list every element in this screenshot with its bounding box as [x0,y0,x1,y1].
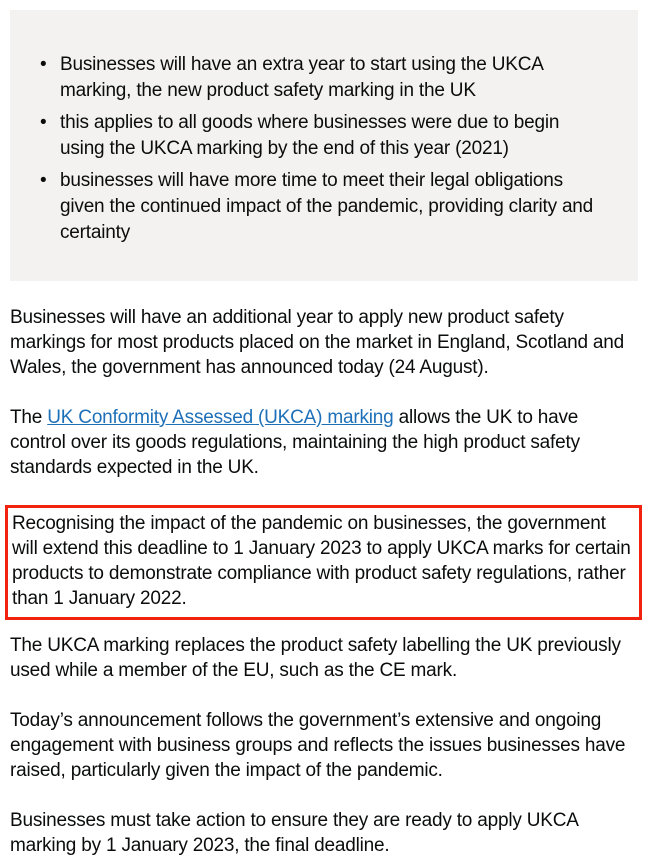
paragraph-highlighted-deadline: Recognising the impact of the pandemic on businesses, the government will extend this deadline to 1 January 2023 to apply UKCA marks for certain products to demonstrate compliance with product safety regulations, rather than 1 January 2022. [12,513,631,609]
link-suffix-text: allows the UK to have control over its goods regulations, maintaining the high product safety standards expected in the UK. [10,407,580,478]
summary-bullet-extra-year: • Businesses will have an extra year to start using the UKCA marking, the new product safety marking in the UK [40,52,608,104]
article-body [10,305,637,858]
paragraph-engagement: Today’s announcement follows the government’s extensive and ongoing engagement with business groups and reflects the issues businesses have raised, particularly given the impact of the pandemic. [10,710,626,781]
red-annotation-box [5,505,642,620]
link-prefix-text: The [10,407,48,428]
paragraph-final-deadline: Businesses must take action to ensure they are ready to apply UKCA marking by 1 January 2023, the final deadline. [10,810,578,856]
paragraph-intro: Businesses will have an additional year to apply new product safety markings for most products placed on the market in England, Scotland and Wales, the government has announced today (24 August). [10,307,625,378]
summary-bullet-list [40,52,608,246]
summary-bullet-more-time: • businesses will have more time to meet their legal obligations given the continued impact of the pandemic, providing clarity and certainty [40,168,608,246]
ukca-marking-link[interactable]: UK Conformity Assessed (UKCA) marking [47,407,394,428]
summary-box [10,10,638,281]
summary-bullet-applies-to-goods: • this applies to all goods where businesses were due to begin using the UKCA marking by the end of this year (2021) [40,110,608,162]
paragraph-ce-mark: The UKCA marking replaces the product safety labelling the UK previously used while a member of the EU, such as the CE mark. [10,635,621,681]
paragraph-ukca-link [10,405,637,480]
